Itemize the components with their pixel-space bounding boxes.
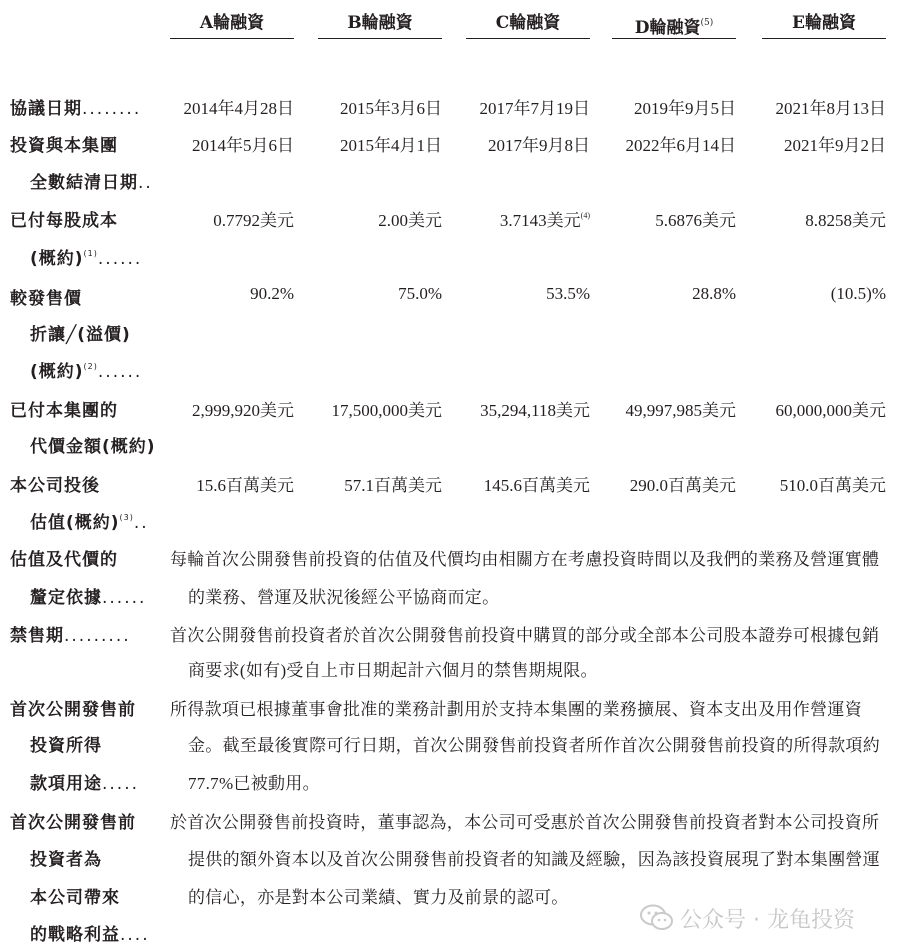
- section-label-proceeds: 首次公開發售前: [10, 700, 136, 720]
- section-text-lockup-line1: 首次公開發售前投資者於首次公開發售前投資中購買的部分或全部本公司股本證券可根據包銷: [170, 626, 880, 645]
- section-label-basis-cont: 釐定依據......: [30, 588, 147, 608]
- cell-settlement-date-b: 2015年4月1日: [340, 136, 442, 155]
- row-label-settlement-date-cont: 全數結清日期..: [30, 173, 153, 193]
- wechat-icon: [640, 904, 674, 932]
- cell-consideration-d: 49,997,985美元: [625, 401, 736, 420]
- footnote-marker: (4): [580, 211, 590, 220]
- cell-discount-d: 28.8%: [692, 284, 736, 303]
- footnote-marker: (3): [119, 513, 134, 522]
- cell-valuation-a: 15.6百萬美元: [196, 476, 294, 495]
- cell-discount-a: 90.2%: [250, 284, 294, 303]
- section-label-benefit-cont2: 本公司帶來: [30, 888, 120, 908]
- cell-settlement-date-c: 2017年9月8日: [488, 136, 590, 155]
- cell-agreement-date-c: 2017年7月19日: [479, 99, 590, 118]
- footnote-marker: (5): [700, 18, 714, 28]
- section-text-lockup-line2: 商要求(如有)受自上市日期起計六個月的禁售期規限。: [188, 661, 598, 680]
- section-text-benefit-line2: 提供的額外資本以及首次公開發售前投資者的知識及經驗，因為該投資展現了對本集團營運: [188, 850, 880, 869]
- section-label-benefit: 首次公開發售前: [10, 813, 136, 833]
- row-label-discount: 較發售價: [10, 289, 82, 309]
- cell-discount-e: (10.5)%: [830, 284, 886, 303]
- column-header-d: D輪融資$^{(5)}$: [612, 8, 736, 39]
- section-label-proceeds-cont: 投資所得: [30, 736, 102, 756]
- row-label-consideration: 已付本集團的: [10, 401, 118, 421]
- cell-cost-per-share-e: 8.8258美元: [805, 211, 886, 230]
- row-label-cost-per-share: 已付每股成本: [10, 211, 118, 231]
- section-text-proceeds-line2: 金。截至最後實際可行日期，首次公開發售前投資者所作首次公開發售前投資的所得款項約: [188, 736, 880, 755]
- row-label-discount-cont: 折讓╱(溢價): [30, 325, 131, 345]
- section-label-benefit-cont: 投資者為: [30, 850, 102, 870]
- section-text-basis-line1: 每輪首次公開發售前投資的估值及代價均由相關方在考慮投資時間以及我們的業務及營運實體: [170, 550, 880, 569]
- column-header-e: E輪融資: [762, 8, 886, 39]
- cell-valuation-d: 290.0百萬美元: [629, 476, 736, 495]
- cell-cost-per-share-a: 0.7792美元: [213, 211, 294, 230]
- section-label-basis: 估值及代價的: [10, 550, 118, 570]
- cell-cost-per-share-b: 2.00美元: [378, 211, 442, 230]
- cell-agreement-date-b: 2015年3月6日: [340, 99, 442, 118]
- cell-settlement-date-e: 2021年9月2日: [784, 136, 886, 155]
- footnote-marker: (2): [83, 362, 98, 371]
- section-label-lockup: 禁售期.........: [10, 626, 131, 646]
- section-text-benefit-line1: 於首次公開發售前投資時，董事認為，本公司可受惠於首次公開發售前投資者對本公司投資所: [170, 813, 880, 832]
- column-header-c: C輪融資: [466, 8, 590, 39]
- row-label-valuation: 本公司投後: [10, 476, 100, 496]
- row-label-agreement-date: 協議日期........: [10, 99, 142, 119]
- cell-discount-b: 75.0%: [398, 284, 442, 303]
- cell-valuation-e: 510.0百萬美元: [779, 476, 886, 495]
- footnote-marker: (1): [83, 249, 98, 258]
- cell-settlement-date-a: 2014年5月6日: [192, 136, 294, 155]
- cell-cost-per-share-d: 5.6876美元: [655, 211, 736, 230]
- cell-consideration-c: 35,294,118美元: [480, 401, 590, 420]
- section-text-benefit-line3: 的信心，亦是對本公司業績、實力及前景的認可。: [188, 888, 569, 907]
- cell-consideration-a: 2,999,920美元: [192, 401, 294, 420]
- cell-agreement-date-d: 2019年9月5日: [634, 99, 736, 118]
- cell-settlement-date-d: 2022年6月14日: [625, 136, 736, 155]
- row-label-consideration-cont: 代價金額(概約): [30, 437, 156, 457]
- section-text-proceeds-line3: 77.7%已被動用。: [188, 774, 320, 793]
- column-header-a: A輪融資: [170, 8, 294, 39]
- watermark-text: 公众号 · 龙龟投资: [680, 907, 855, 933]
- watermark: [640, 898, 890, 938]
- section-label-proceeds-cont2: 款項用途.....: [30, 774, 140, 794]
- row-label-discount-approx: (概約)$^{(2)}$......: [30, 362, 143, 382]
- section-label-benefit-cont3: 的戰略利益....: [30, 925, 150, 945]
- cell-agreement-date-a: 2014年4月28日: [183, 99, 294, 118]
- cell-cost-per-share-c: 3.7143美元$^{(4)}$: [499, 211, 590, 230]
- row-label-settlement-date: 投資與本集團: [10, 136, 118, 156]
- cell-valuation-c: 145.6百萬美元: [483, 476, 590, 495]
- cell-consideration-e: 60,000,000美元: [775, 401, 886, 420]
- column-header-b: B輪融資: [318, 8, 442, 39]
- cell-valuation-b: 57.1百萬美元: [344, 476, 442, 495]
- section-text-basis-line2: 的業務、營運及狀況後經公平協商而定。: [188, 588, 500, 607]
- row-label-cost-per-share-cont: (概約)$^{(1)}$......: [30, 249, 143, 269]
- section-text-proceeds-line1: 所得款項已根據董事會批准的業務計劃用於支持本集團的業務擴展、資本支出及用作營運資: [170, 700, 862, 719]
- cell-agreement-date-e: 2021年8月13日: [775, 99, 886, 118]
- row-label-valuation-cont: 估值(概約)$^{(3)}$..: [30, 513, 149, 533]
- cell-consideration-b: 17,500,000美元: [331, 401, 442, 420]
- cell-discount-c: 53.5%: [546, 284, 590, 303]
